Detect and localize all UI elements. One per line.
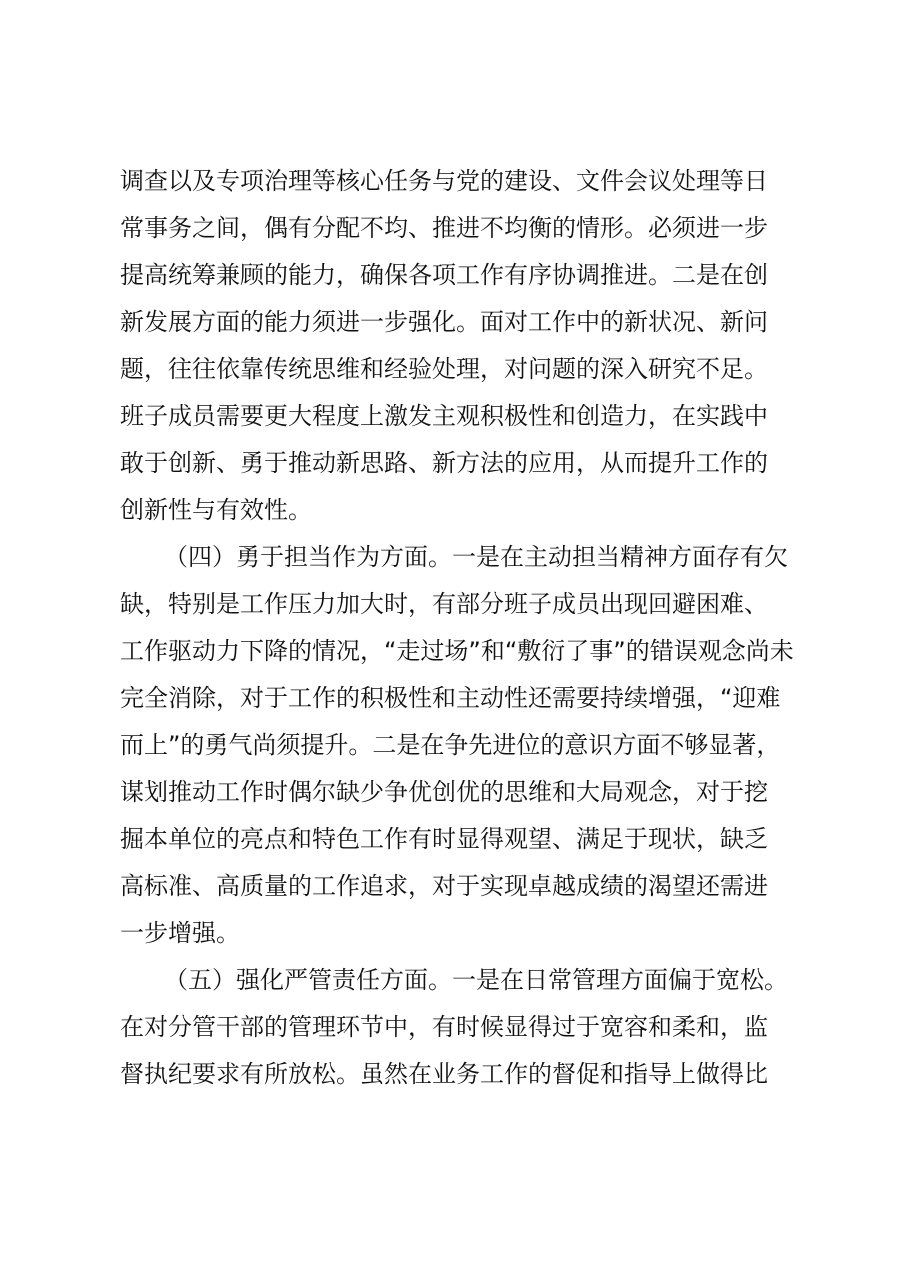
text-line: 调查以及专项治理等核心任务与党的建设、文件会议处理等日 <box>120 167 768 195</box>
text-line: 提高统筹兼顾的能力，确保各项工作有序协调推进。二是在创 <box>120 261 768 289</box>
text-line: 常事务之间，偶有分配不均、推进不均衡的情形。必须进一步 <box>120 214 768 242</box>
text-line: 新发展方面的能力须进一步强化。面对工作中的新状况、新问 <box>120 308 768 336</box>
text-line: 班子成员需要更大程度上激发主观积极性和创造力，在实践中 <box>120 402 768 430</box>
section-heading-line: （四）勇于担当作为方面。一是在主动担当精神方面存有欠 <box>164 543 788 571</box>
text-line: 缺，特别是工作压力加大时，有部分班子成员出现回避困难、 <box>120 590 768 618</box>
text-line: 一步增强。 <box>120 919 240 947</box>
text-line: 工作驱动力下降的情况，“走过场”和“敷衍了事”的错误观念尚未 <box>120 637 794 665</box>
text-line: 完全消除，对于工作的积极性和主动性还需要持续增强，“迎难 <box>120 684 781 712</box>
text-line: 在对分管干部的管理环节中，有时候显得过于宽容和柔和，监 <box>120 1013 768 1041</box>
text-line: 题，往往依靠传统思维和经验处理，对问题的深入研究不足。 <box>120 355 768 383</box>
text-line: 掘本单位的亮点和特色工作有时显得观望、满足于现状，缺乏 <box>120 825 768 853</box>
text-line: 敢于创新、勇于推动新思路、新方法的应用，从而提升工作的 <box>120 449 768 477</box>
text-line: 而上”的勇气尚须提升。二是在争先进位的意识方面不够显著， <box>120 731 781 759</box>
text-line: 高标准、高质量的工作追求，对于实现卓越成绩的渴望还需进 <box>120 872 768 900</box>
text-line: 创新性与有效性。 <box>120 496 312 524</box>
section-heading-line: （五）强化严管责任方面。一是在日常管理方面偏于宽松。 <box>164 966 788 994</box>
text-line: 谋划推动工作时偶尔缺少争优创优的思维和大局观念，对于挖 <box>120 778 768 806</box>
text-line: 督执纪要求有所放松。虽然在业务工作的督促和指导上做得比 <box>120 1060 768 1088</box>
body-text <box>120 158 800 1098</box>
